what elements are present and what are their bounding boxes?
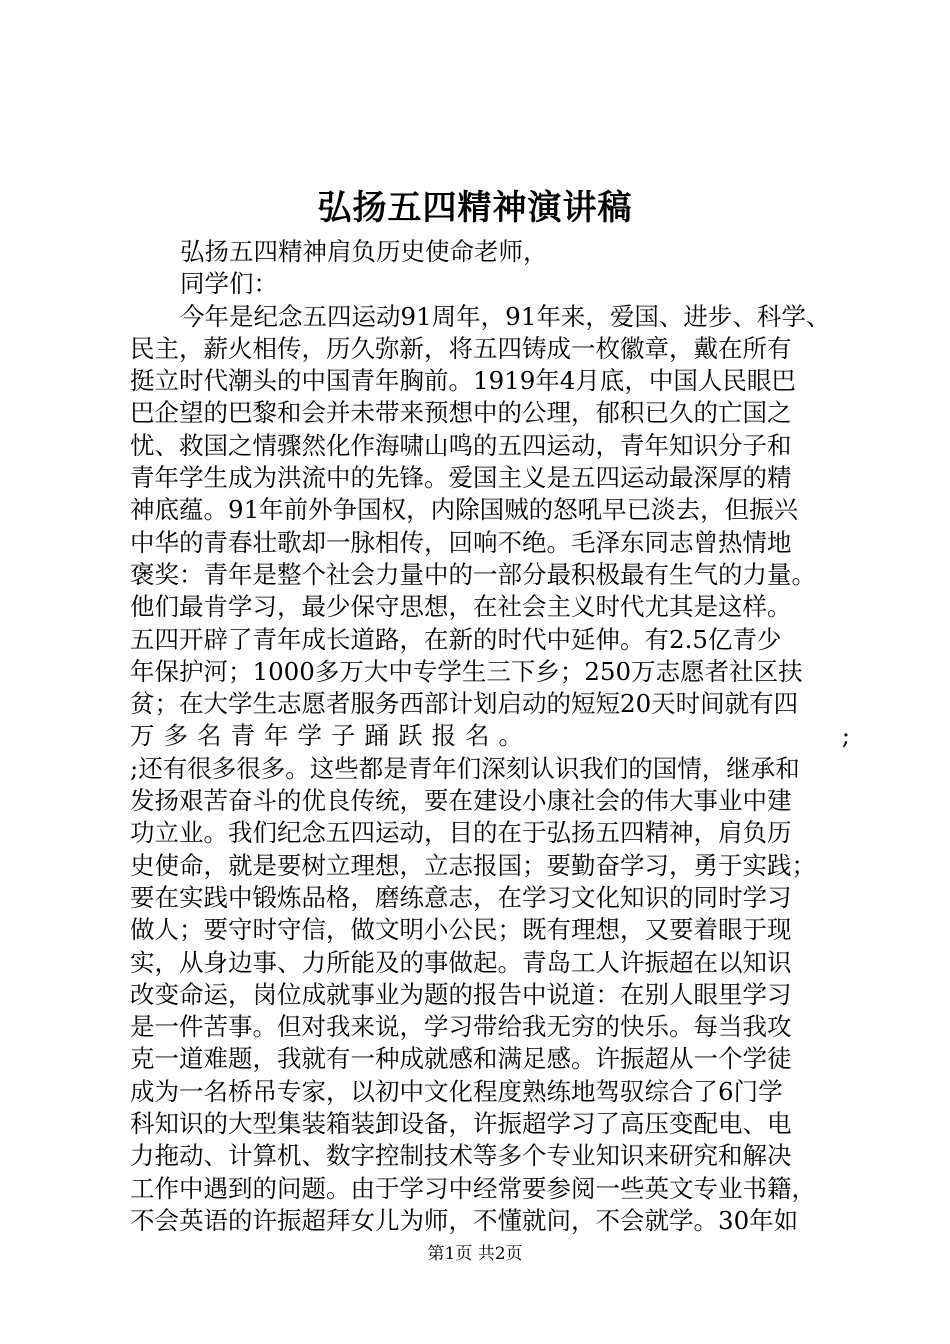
paragraph-line: 力拖动、计算机、数字控制技术等多个专业知识来研究和解决 bbox=[130, 1141, 792, 1171]
paragraph-line: 改变命运，岗位成就事业为题的报告中说道：在别人眼里学习 bbox=[130, 979, 792, 1009]
paragraph-line-text: 万多名青年学子踊跃报名。 bbox=[130, 721, 532, 751]
paragraph-line: 忧、救国之情骤然化作海啸山鸣的五四运动，青年知识分子和 bbox=[130, 430, 792, 460]
document-body bbox=[130, 236, 850, 1237]
paragraph-line: 神底蕴。91年前外争国权，内除国贼的怒吼早已淡去，但振兴 bbox=[130, 495, 799, 525]
paragraph-line: 挺立时代潮头的中国青年胸前。1919年4月底，中国人民眼巴 bbox=[130, 366, 796, 396]
paragraph-line: 发扬艰苦奋斗的优良传统，要在建设小康社会的伟大事业中建 bbox=[130, 786, 792, 816]
paragraph-line: 巴企望的巴黎和会并未带来预想中的公理，郁积已久的亡国之 bbox=[130, 398, 792, 428]
document-title: 弘扬五四精神演讲稿 bbox=[317, 188, 633, 228]
paragraph-line: ;还有很多很多。这些都是青年们深刻认识我们的国情，继承和 bbox=[130, 753, 800, 783]
paragraph-line: 史使命，就是要树立理想，立志报国；要勤奋学习，勇于实践； bbox=[130, 850, 816, 880]
salutation-line: 弘扬五四精神肩负历史使命老师， bbox=[180, 237, 548, 266]
paragraph-line: 成为一名桥吊专家，以初中文化程度熟练地驾驭综合了6门学 bbox=[130, 1076, 783, 1106]
paragraph-line: 今年是纪念五四运动91周年，91年来，爱国、进步、科学、 bbox=[180, 301, 831, 331]
paragraph-line: 中华的青春壮歌却一脉相传，回响不绝。毛泽东同志曾热情地 bbox=[130, 527, 792, 557]
paragraph-line: 年保护河；1000多万大中专学生三下乡；250万志愿者社区扶 bbox=[130, 656, 803, 686]
paragraph-line: 五四开辟了青年成长道路，在新的时代中延伸。有2.5亿青少 bbox=[130, 624, 782, 654]
paragraph-line: 贫；在大学生志愿者服务西部计划启动的短短20天时间就有四 bbox=[130, 689, 799, 719]
paragraph-line-tail: ; bbox=[841, 721, 850, 751]
paragraph-line: 是一件苦事。但对我来说，学习带给我无穷的快乐。每当我攻 bbox=[130, 1012, 792, 1042]
paragraph-line: 科知识的大型集装箱装卸设备，许振超学习了高压变配电、电 bbox=[130, 1109, 792, 1139]
paragraph-line: 褒奖：青年是整个社会力量中的一部分最积极最有生气的力量。 bbox=[130, 559, 816, 589]
paragraph-line: 实，从身边事、力所能及的事做起。青岛工人许振超在以知识 bbox=[130, 947, 792, 977]
paragraph-line: 不会英语的许振超拜女儿为师，不懂就问，不会就学。30年如 bbox=[130, 1205, 799, 1235]
paragraph-line: 要在实践中锻炼品格，磨练意志，在学习文化知识的同时学习 bbox=[130, 882, 792, 912]
paragraph-line bbox=[130, 720, 850, 752]
paragraph-line: 青年学生成为洪流中的先锋。爱国主义是五四运动最深厚的精 bbox=[130, 463, 792, 493]
paragraph-line: 功立业。我们纪念五四运动，目的在于弘扬五四精神，肩负历 bbox=[130, 818, 792, 848]
page-number-footer: 第1页 共2页 bbox=[427, 1244, 523, 1264]
paragraph-line: 克一道难题，我就有一种成就感和满足感。许振超从一个学徒 bbox=[130, 1044, 792, 1074]
paragraph-line: 做人；要守时守信，做文明小公民；既有理想，又要着眼于现 bbox=[130, 915, 792, 945]
paragraph-line: 他们最肯学习，最少保守思想，在社会主义时代尤其是这样。 bbox=[130, 592, 792, 622]
paragraph-line: 民主，薪火相传，历久弥新，将五四铸成一枚徽章，戴在所有 bbox=[130, 333, 792, 363]
paragraph-line: 工作中遇到的问题。由于学习中经常要参阅一些英文专业书籍， bbox=[130, 1173, 816, 1203]
salutation-line: 同学们： bbox=[180, 269, 278, 299]
